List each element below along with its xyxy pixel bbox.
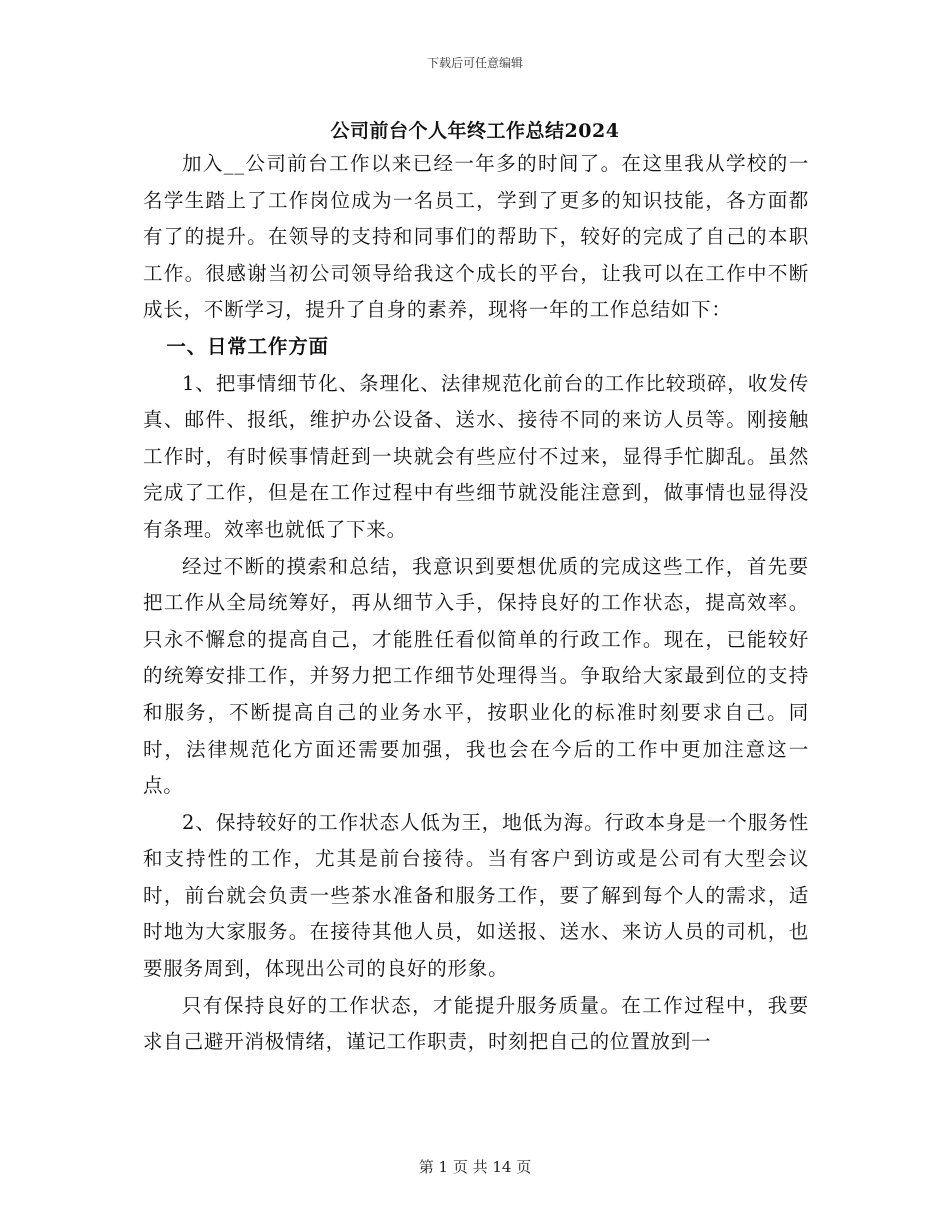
page-number-footer: 第 1 页 共 14 页 [418,1158,532,1176]
body-paragraph: 2、保持较好的工作状态人低为王，地低为海。行政本身是一个服务性和支持性的工作，尤其是前台接待。当有客户到访或是公司有大型会议时，前台就会负责一些茶水准备和服务工作，要了解到每个人的需求，适时地为大家服务。在接待其他人员，如送报、送水、来访人员的司机，也要服务周到，体现出公司的良好的形象。 [143,810,809,981]
intro-paragraph: 加入__公司前台工作以来已经一年多的时间了。在这里我从学校的一名学生踏上了工作岗位成为一名员工，学到了更多的知识技能，各方面都有了的提升。在领导的支持和同事们的帮助下，较好的完成了自己的本职工作。很感谢当初公司领导给我这个成长的平台，让我可以在工作中不断成长，不断学习，提升了自身的素养，现将一年的工作总结如下： [143,152,809,322]
body-paragraph: 1、把事情细节化、条理化、法律规范化前台的工作比较琐碎，收发传真、邮件、报纸，维护办公设备、送水、接待不同的来访人员等。刚接触工作时，有时候事情赶到一块就会有些应付不过来，显得手忙脚乱。虽然完成了工作，但是在工作过程中有些细节就没能注意到，做事情也显得没有条理。效率也就低了下来。 [143,371,809,541]
body-paragraph: 经过不断的摸索和总结，我意识到要想优质的完成这些工作，首先要把工作从全局统筹好，再从细节入手，保持良好的工作状态，提高效率。只永不懈怠的提高自己，才能胜任看似简单的行政工作。现在，已能较好的统筹安排工作，并努力把工作细节处理得当。争取给大家最到位的支持和服务，不断提高自己的业务水平，按职业化的标准时刻要求自己。同时，法律规范化方面还需要加强，我也会在今后的工作中更加注意这一点。 [143,554,809,798]
document-body [143,146,809,1061]
section-heading: 一、日常工作方面 [166,334,329,358]
document-title: 公司前台个人年终工作总结2024 [330,120,620,142]
body-paragraph: 只有保持良好的工作状态，才能提升服务质量。在工作过程中，我要求自己避开消极情绪，谨记工作职责，时刻把自己的位置放到一 [143,993,809,1054]
page-header-note: 下载后可任意编辑 [426,56,523,70]
